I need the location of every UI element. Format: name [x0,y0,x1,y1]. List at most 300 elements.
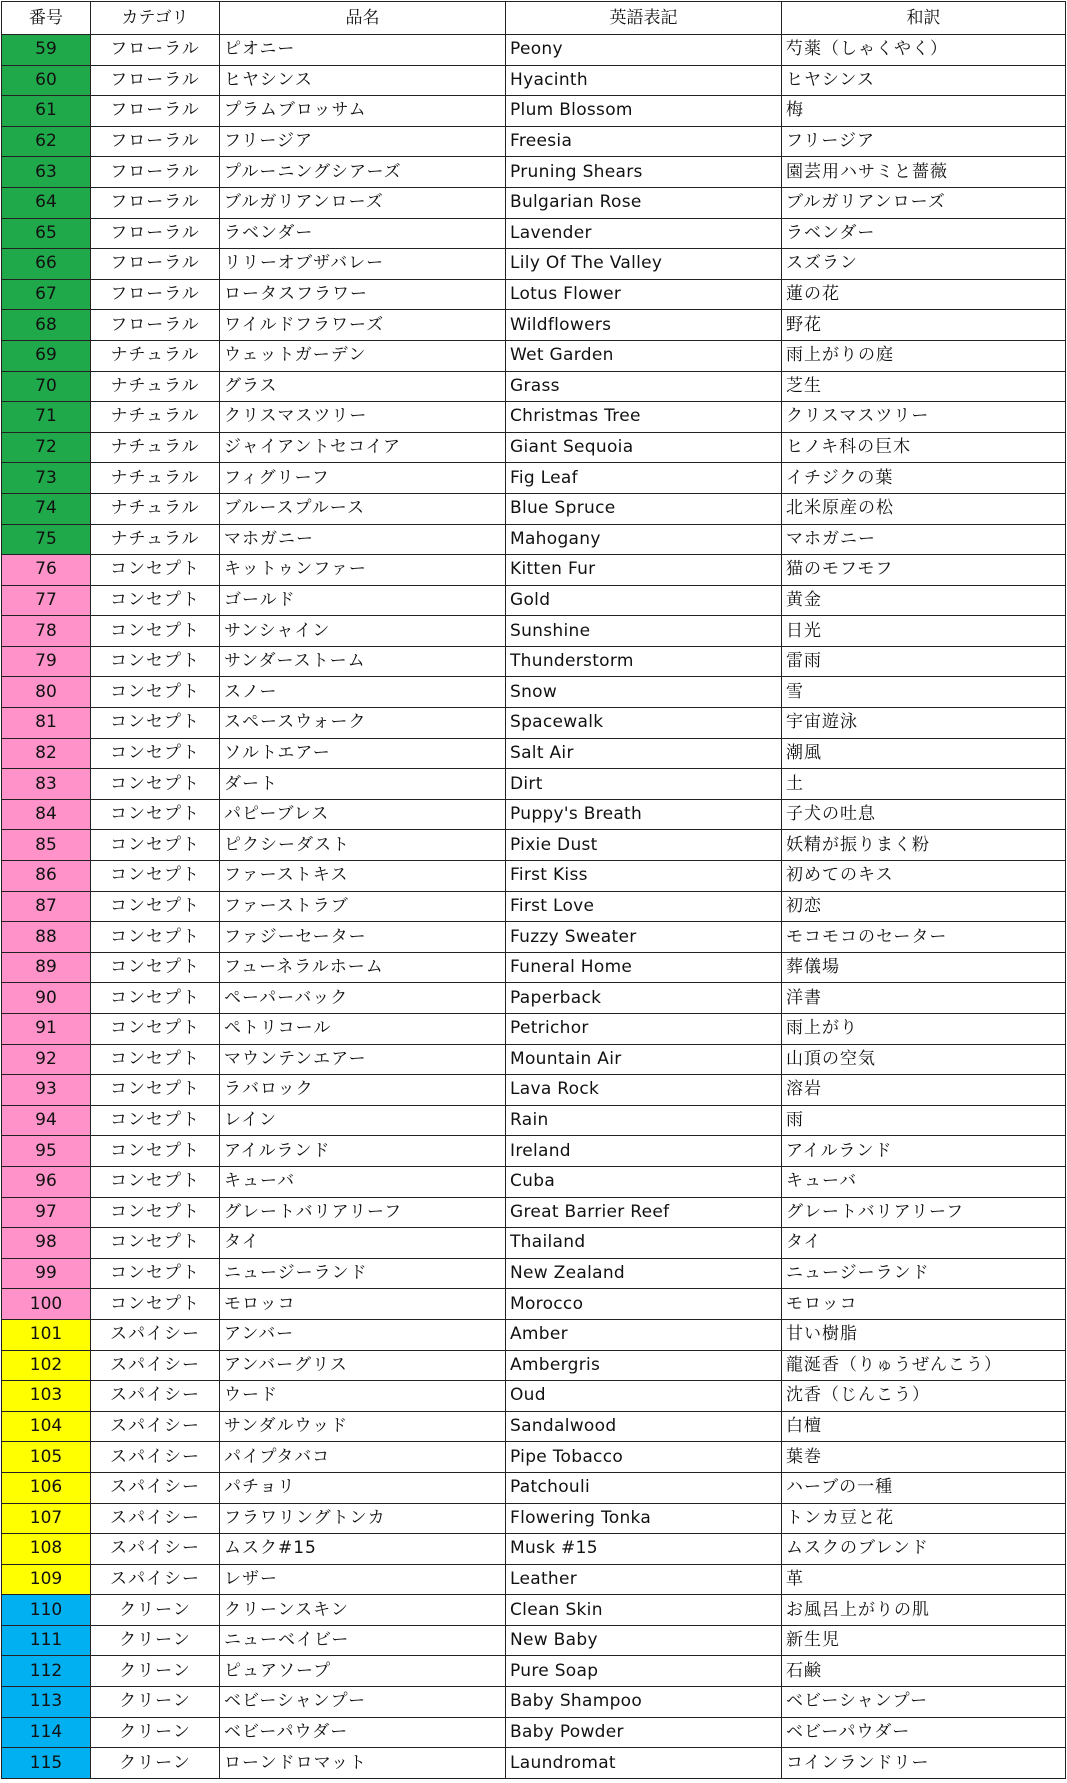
japanese-name-cell: ブルガリアンローズ [782,187,1066,218]
number-cell: 78 [2,616,91,647]
english-name-cell: Spacewalk [506,708,782,739]
product-name-cell: ウード [220,1381,506,1412]
product-name-cell: クリスマスツリー [220,402,506,433]
english-name-cell: Baby Shampoo [506,1687,782,1718]
table-row [2,1472,1066,1503]
number-cell: 71 [2,402,91,433]
number-cell: 94 [2,1105,91,1136]
category-cell: ナチュラル [91,402,220,433]
japanese-name-cell: ベビーパウダー [782,1717,1066,1748]
number-cell: 113 [2,1687,91,1718]
english-name-cell: Lavender [506,218,782,249]
product-name-cell: ソルトエアー [220,738,506,769]
english-name-cell: Lava Rock [506,1075,782,1106]
number-cell: 68 [2,310,91,341]
table-row [2,1319,1066,1350]
english-name-cell: Fig Leaf [506,463,782,494]
japanese-name-cell: 甘い樹脂 [782,1319,1066,1350]
category-cell: スパイシー [91,1442,220,1473]
product-name-cell: アンバーグリス [220,1350,506,1381]
number-cell: 93 [2,1075,91,1106]
category-cell: スパイシー [91,1503,220,1534]
header-row [2,2,1066,35]
category-cell: スパイシー [91,1381,220,1412]
product-name-cell: マウンテンエアー [220,1044,506,1075]
category-cell: フローラル [91,35,220,66]
japanese-name-cell: 溶岩 [782,1075,1066,1106]
fragrance-table [1,1,1066,1779]
english-name-cell: First Kiss [506,861,782,892]
japanese-name-cell: 宇宙遊泳 [782,708,1066,739]
product-name-cell: リリーオブザバレー [220,249,506,280]
english-name-cell: Snow [506,677,782,708]
number-cell: 84 [2,799,91,830]
product-name-cell: ヒヤシンス [220,65,506,96]
english-name-cell: Ambergris [506,1350,782,1381]
category-cell: ナチュラル [91,432,220,463]
number-cell: 83 [2,769,91,800]
table-row [2,1411,1066,1442]
number-cell: 97 [2,1197,91,1228]
english-name-cell: Great Barrier Reef [506,1197,782,1228]
number-cell: 82 [2,738,91,769]
english-name-cell: Ireland [506,1136,782,1167]
english-name-cell: Musk #15 [506,1534,782,1565]
table-row [2,310,1066,341]
number-cell: 64 [2,187,91,218]
product-name-cell: ウェットガーデン [220,340,506,371]
product-name-cell: ファジーセーター [220,922,506,953]
table-row [2,187,1066,218]
english-name-cell: Giant Sequoia [506,432,782,463]
number-cell: 65 [2,218,91,249]
number-cell: 109 [2,1564,91,1595]
category-cell: フローラル [91,249,220,280]
product-name-cell: ピクシーダスト [220,830,506,861]
japanese-name-cell: イチジクの葉 [782,463,1066,494]
product-name-cell: ファーストラブ [220,891,506,922]
category-cell: スパイシー [91,1319,220,1350]
number-cell: 86 [2,861,91,892]
number-cell: 79 [2,646,91,677]
product-name-cell: レザー [220,1564,506,1595]
english-name-cell: Hyacinth [506,65,782,96]
product-name-cell: ピュアソープ [220,1656,506,1687]
number-cell: 88 [2,922,91,953]
category-cell: フローラル [91,96,220,127]
japanese-name-cell: 雷雨 [782,646,1066,677]
japanese-name-cell: 雨上がりの庭 [782,340,1066,371]
table-body [2,35,1066,1779]
table-row [2,1228,1066,1259]
category-cell: コンセプト [91,952,220,983]
japanese-name-cell: スズラン [782,249,1066,280]
product-name-cell: レイン [220,1105,506,1136]
table-row [2,279,1066,310]
table-row [2,677,1066,708]
category-cell: コンセプト [91,1197,220,1228]
category-cell: スパイシー [91,1472,220,1503]
japanese-name-cell: 初めてのキス [782,861,1066,892]
category-cell: フローラル [91,310,220,341]
japanese-name-cell: 芍薬（しゃくやく） [782,35,1066,66]
table-row [2,493,1066,524]
category-cell: コンセプト [91,1014,220,1045]
product-name-cell: プルーニングシアーズ [220,157,506,188]
english-name-cell: Patchouli [506,1472,782,1503]
table-row [2,1289,1066,1320]
table-row [2,585,1066,616]
table-row [2,1748,1066,1779]
number-cell: 102 [2,1350,91,1381]
japanese-name-cell: ラベンダー [782,218,1066,249]
category-cell: ナチュラル [91,493,220,524]
category-cell: ナチュラル [91,463,220,494]
category-cell: フローラル [91,279,220,310]
category-cell: フローラル [91,187,220,218]
english-name-cell: Pipe Tobacco [506,1442,782,1473]
japanese-name-cell: 雪 [782,677,1066,708]
number-cell: 74 [2,493,91,524]
number-cell: 105 [2,1442,91,1473]
japanese-name-cell: グレートバリアリーフ [782,1197,1066,1228]
japanese-name-cell: トンカ豆と花 [782,1503,1066,1534]
japanese-name-cell: 梅 [782,96,1066,127]
table-row [2,1075,1066,1106]
number-cell: 90 [2,983,91,1014]
number-cell: 110 [2,1595,91,1626]
table-row [2,1717,1066,1748]
japanese-name-cell: クリスマスツリー [782,402,1066,433]
english-name-cell: Mahogany [506,524,782,555]
japanese-name-cell: ハーブの一種 [782,1472,1066,1503]
category-cell: コンセプト [91,1105,220,1136]
japanese-name-cell: 雨 [782,1105,1066,1136]
product-name-cell: パチョリ [220,1472,506,1503]
category-cell: コンセプト [91,769,220,800]
english-name-cell: Puppy's Breath [506,799,782,830]
english-name-cell: Blue Spruce [506,493,782,524]
product-name-cell: ベビーパウダー [220,1717,506,1748]
japanese-name-cell: 土 [782,769,1066,800]
table-row [2,65,1066,96]
header-product-name: 品名 [220,2,506,35]
product-name-cell: スノー [220,677,506,708]
number-cell: 95 [2,1136,91,1167]
product-name-cell: サンダーストーム [220,646,506,677]
product-name-cell: グレートバリアリーフ [220,1197,506,1228]
japanese-name-cell: 北米原産の松 [782,493,1066,524]
product-name-cell: パピーブレス [220,799,506,830]
product-name-cell: ゴールド [220,585,506,616]
number-cell: 80 [2,677,91,708]
table-row [2,463,1066,494]
english-name-cell: Sunshine [506,616,782,647]
japanese-name-cell: フリージア [782,126,1066,157]
number-cell: 100 [2,1289,91,1320]
japanese-name-cell: 雨上がり [782,1014,1066,1045]
japanese-name-cell: 猫のモフモフ [782,555,1066,586]
japanese-name-cell: 革 [782,1564,1066,1595]
category-cell: コンセプト [91,555,220,586]
number-cell: 98 [2,1228,91,1259]
number-cell: 115 [2,1748,91,1779]
number-cell: 103 [2,1381,91,1412]
product-name-cell: ローンドロマット [220,1748,506,1779]
header-category: カテゴリ [91,2,220,35]
table-row [2,1105,1066,1136]
product-name-cell: ベビーシャンプー [220,1687,506,1718]
table-row [2,1564,1066,1595]
english-name-cell: Funeral Home [506,952,782,983]
japanese-name-cell: ヒヤシンス [782,65,1066,96]
japanese-name-cell: 黄金 [782,585,1066,616]
table-row [2,218,1066,249]
table-row [2,96,1066,127]
english-name-cell: Morocco [506,1289,782,1320]
product-name-cell: フラワリングトンカ [220,1503,506,1534]
table-row [2,799,1066,830]
japanese-name-cell: 新生児 [782,1625,1066,1656]
number-cell: 70 [2,371,91,402]
english-name-cell: Wildflowers [506,310,782,341]
product-name-cell: サンシャイン [220,616,506,647]
japanese-name-cell: ムスクのブレンド [782,1534,1066,1565]
category-cell: コンセプト [91,983,220,1014]
table-row [2,830,1066,861]
japanese-name-cell: マホガニー [782,524,1066,555]
product-name-cell: ダート [220,769,506,800]
number-cell: 111 [2,1625,91,1656]
product-name-cell: フューネラルホーム [220,952,506,983]
category-cell: コンセプト [91,1166,220,1197]
product-name-cell: プラムブロッサム [220,96,506,127]
english-name-cell: Gold [506,585,782,616]
number-cell: 77 [2,585,91,616]
japanese-name-cell: アイルランド [782,1136,1066,1167]
number-cell: 114 [2,1717,91,1748]
japanese-name-cell: 石鹸 [782,1656,1066,1687]
japanese-name-cell: 日光 [782,616,1066,647]
english-name-cell: Flowering Tonka [506,1503,782,1534]
english-name-cell: Clean Skin [506,1595,782,1626]
japanese-name-cell: 山頂の空気 [782,1044,1066,1075]
category-cell: コンセプト [91,738,220,769]
japanese-name-cell: 白檀 [782,1411,1066,1442]
number-cell: 67 [2,279,91,310]
product-name-cell: アンバー [220,1319,506,1350]
number-cell: 75 [2,524,91,555]
product-name-cell: ファーストキス [220,861,506,892]
table-row [2,249,1066,280]
english-name-cell: Rain [506,1105,782,1136]
japanese-name-cell: 葬儀場 [782,952,1066,983]
product-name-cell: フィグリーフ [220,463,506,494]
category-cell: クリーン [91,1717,220,1748]
japanese-name-cell: 洋書 [782,983,1066,1014]
english-name-cell: Dirt [506,769,782,800]
header-number: 番号 [2,2,91,35]
category-cell: フローラル [91,157,220,188]
number-cell: 107 [2,1503,91,1534]
english-name-cell: Grass [506,371,782,402]
english-name-cell: Wet Garden [506,340,782,371]
japanese-name-cell: ベビーシャンプー [782,1687,1066,1718]
english-name-cell: Fuzzy Sweater [506,922,782,953]
english-name-cell: Plum Blossom [506,96,782,127]
english-name-cell: Pruning Shears [506,157,782,188]
table-row [2,340,1066,371]
japanese-name-cell: ヒノキ科の巨木 [782,432,1066,463]
product-name-cell: パイプタバコ [220,1442,506,1473]
category-cell: コンセプト [91,922,220,953]
product-name-cell: モロッコ [220,1289,506,1320]
category-cell: コンセプト [91,1258,220,1289]
category-cell: コンセプト [91,1136,220,1167]
japanese-name-cell: 妖精が振りまく粉 [782,830,1066,861]
english-name-cell: Oud [506,1381,782,1412]
category-cell: コンセプト [91,1075,220,1106]
table-row [2,1350,1066,1381]
japanese-name-cell: 龍涎香（りゅうぜんこう） [782,1350,1066,1381]
number-cell: 99 [2,1258,91,1289]
japanese-name-cell: 野花 [782,310,1066,341]
product-name-cell: クリーンスキン [220,1595,506,1626]
product-name-cell: ニュージーランド [220,1258,506,1289]
category-cell: コンセプト [91,646,220,677]
category-cell: スパイシー [91,1564,220,1595]
table-row [2,1258,1066,1289]
category-cell: コンセプト [91,677,220,708]
english-name-cell: Baby Powder [506,1717,782,1748]
number-cell: 87 [2,891,91,922]
table-row [2,1381,1066,1412]
japanese-name-cell: モコモコのセーター [782,922,1066,953]
product-name-cell: ラベンダー [220,218,506,249]
english-name-cell: Pure Soap [506,1656,782,1687]
table-header [2,2,1066,35]
table-row [2,616,1066,647]
category-cell: スパイシー [91,1350,220,1381]
japanese-name-cell: タイ [782,1228,1066,1259]
category-cell: クリーン [91,1748,220,1779]
table-row [2,1595,1066,1626]
product-name-cell: ワイルドフラワーズ [220,310,506,341]
table-row [2,1625,1066,1656]
table-row [2,555,1066,586]
category-cell: コンセプト [91,585,220,616]
category-cell: フローラル [91,65,220,96]
table-row [2,708,1066,739]
japanese-name-cell: 子犬の吐息 [782,799,1066,830]
english-name-cell: Lily Of The Valley [506,249,782,280]
number-cell: 76 [2,555,91,586]
table-row [2,891,1066,922]
table-row [2,861,1066,892]
product-name-cell: アイルランド [220,1136,506,1167]
number-cell: 96 [2,1166,91,1197]
table-row [2,1136,1066,1167]
table-row [2,922,1066,953]
category-cell: クリーン [91,1656,220,1687]
japanese-name-cell: コインランドリー [782,1748,1066,1779]
product-name-cell: ロータスフラワー [220,279,506,310]
table-row [2,35,1066,66]
table-row [2,402,1066,433]
number-cell: 108 [2,1534,91,1565]
table-row [2,983,1066,1014]
table-row [2,1044,1066,1075]
english-name-cell: Sandalwood [506,1411,782,1442]
number-cell: 73 [2,463,91,494]
table-row [2,1442,1066,1473]
japanese-name-cell: キューバ [782,1166,1066,1197]
japanese-name-cell: モロッコ [782,1289,1066,1320]
japanese-name-cell: 蓮の花 [782,279,1066,310]
header-english: 英語表記 [506,2,782,35]
category-cell: クリーン [91,1687,220,1718]
table-row [2,1687,1066,1718]
japanese-name-cell: 沈香（じんこう） [782,1381,1066,1412]
category-cell: コンセプト [91,1044,220,1075]
english-name-cell: Thunderstorm [506,646,782,677]
table-row [2,1534,1066,1565]
category-cell: ナチュラル [91,340,220,371]
category-cell: クリーン [91,1595,220,1626]
number-cell: 72 [2,432,91,463]
japanese-name-cell: 初恋 [782,891,1066,922]
header-japanese: 和訳 [782,2,1066,35]
product-name-cell: ラバロック [220,1075,506,1106]
category-cell: フローラル [91,126,220,157]
product-name-cell: キューバ [220,1166,506,1197]
number-cell: 92 [2,1044,91,1075]
english-name-cell: Leather [506,1564,782,1595]
table-row [2,524,1066,555]
category-cell: コンセプト [91,1289,220,1320]
number-cell: 101 [2,1319,91,1350]
number-cell: 104 [2,1411,91,1442]
product-name-cell: ペーパーバック [220,983,506,1014]
number-cell: 89 [2,952,91,983]
table-row [2,1503,1066,1534]
product-name-cell: キットゥンファー [220,555,506,586]
english-name-cell: Freesia [506,126,782,157]
table-row [2,1166,1066,1197]
category-cell: フローラル [91,218,220,249]
number-cell: 85 [2,830,91,861]
category-cell: コンセプト [91,708,220,739]
product-name-cell: ブルースプルース [220,493,506,524]
product-name-cell: ペトリコール [220,1014,506,1045]
product-name-cell: タイ [220,1228,506,1259]
english-name-cell: Salt Air [506,738,782,769]
number-cell: 81 [2,708,91,739]
table-row [2,157,1066,188]
japanese-name-cell: ニュージーランド [782,1258,1066,1289]
japanese-name-cell: お風呂上がりの肌 [782,1595,1066,1626]
category-cell: コンセプト [91,1228,220,1259]
category-cell: コンセプト [91,861,220,892]
table-row [2,646,1066,677]
category-cell: ナチュラル [91,524,220,555]
product-name-cell: フリージア [220,126,506,157]
number-cell: 61 [2,96,91,127]
number-cell: 66 [2,249,91,280]
table-row [2,126,1066,157]
table-row [2,952,1066,983]
japanese-name-cell: 芝生 [782,371,1066,402]
